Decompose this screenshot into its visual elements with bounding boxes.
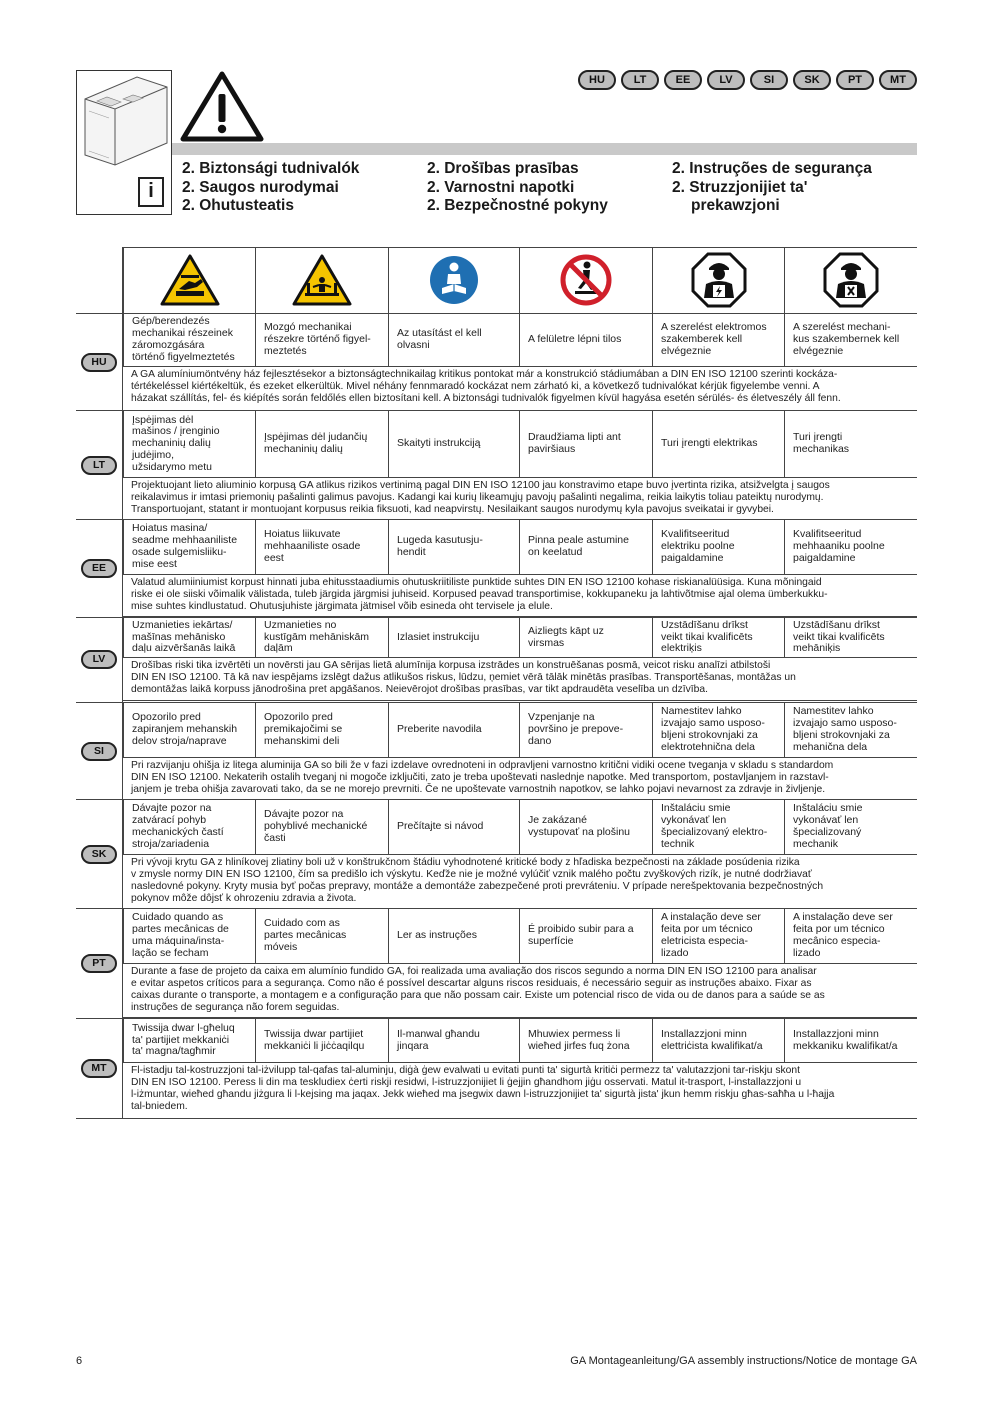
icon-description-cell: [784, 1019, 917, 1063]
icon-description-text: Kvalifitseeritud mehhaaniku poolne paigaldamine: [793, 528, 885, 564]
section-language-badge: SI: [81, 742, 117, 761]
section-language-cell: [76, 618, 122, 700]
icon-description-text: Izlasiet instrukciju: [397, 630, 480, 643]
footer-caption: GA Montageanleitung/GA assembly instructions/Notice de montage GA: [570, 1355, 917, 1367]
icon-description-cell: [123, 909, 255, 964]
icon-description-text: Installazzjoni minn elettriċista kwalifikat/a: [661, 1027, 763, 1052]
icon-description-cell: [784, 411, 917, 478]
safety-paragraph: A GA alumíniumöntvény ház fejlesztésekor a biztonságtechnikailag kritikus pontokat már a konstrukció stádiumában a DIN EN ISO 12100 szerinti kockáza- tértékeléssel kiértékeltük, és ezeket elkerültük. Mivel néhány fennmaradó kockázat nem zárható ki, a következő tudnivalókat kérjük figyelembe venni. A házakat szállítás, fel- és kiépítés során feldőlés ellen biztosítani kell. A biztonsági tudnivalók figyelmen kívül hagyása esetén sérülés- és életveszély áll fenn.: [123, 367, 917, 411]
section-language-cell: [76, 1019, 122, 1118]
icon-description-cell: [652, 800, 784, 855]
icon-description-cell: [388, 1019, 519, 1063]
icon-description-cell: [652, 411, 784, 478]
electrician-icon: [691, 252, 747, 308]
badge-lv: LV: [707, 70, 745, 90]
safety-icons-row: [123, 247, 917, 313]
icon-cell: [388, 247, 519, 313]
language-badges: [578, 70, 917, 90]
icon-description-cell: [388, 800, 519, 855]
section-language-badge: LT: [81, 456, 117, 475]
section-mt: [76, 1018, 917, 1118]
icon-description-cell: [784, 618, 917, 658]
icon-description-row: [123, 411, 917, 478]
icon-description-row: [123, 800, 917, 855]
icon-description-cell: [784, 800, 917, 855]
section-title: 2. Instruções de segurança: [672, 160, 872, 177]
safety-paragraph: Projektuojant lieto aliuminio korpusą GA atlikus rizikos vertinimą pagal DIN EN ISO 12100 jau konstravimo etape buvo įvertinta rizika, atsižvelgta į saugos reikalavimus ir imtasi priemonių pašalinti galimus pavojus. Kadangi kai kurių likeamųjų pavojų pašalinti negalima, reikia laikytis toliau pateiktų nurodymų. Transportuojant, statant ir montuojant korpusus reikia fiksuoti, kad neapvirstų. Nesilaikant saugos nurodymų kyla pavojus sveikatai ir gyvybei.: [123, 478, 917, 520]
icon-description-cell: [123, 800, 255, 855]
safety-paragraph: Durante a fase de projeto da caixa em alumínio fundido GA, foi realizada uma avaliação dos riscos segundo a norma DIN EN ISO 12100 para analisar e evitar aspetos críticos para a segurança. Como não é possível descartar alguns riscos residuais, é necessário seguir as instruções abaixo. Fixar as caixas durante o transporte, a montagem e a configuração para que não possam cair. Existe um potencial risco de vida ou de danos para a saúde se as instruções de segurança não forem seguidas.: [123, 964, 917, 1018]
icon-description-cell: [388, 314, 519, 367]
icon-description-text: Cuidado quando as partes mecânicas de uma máquina/insta- lação se fecham: [132, 911, 229, 959]
header-divider-bar: [172, 143, 917, 155]
info-icon: i: [138, 177, 164, 207]
title-column-2: [427, 160, 608, 216]
icon-cell: [784, 247, 917, 313]
icon-description-text: Namestitev lahko izvajajo samo usposo- bljeni strokovnjaki za elektrotehnična dela: [661, 705, 765, 753]
section-si: [76, 702, 917, 799]
icon-description-text: A felületre lépni tilos: [528, 333, 622, 346]
moving-parts-warning-icon: [291, 253, 353, 307]
badge-sk: SK: [793, 70, 831, 90]
icon-description-text: Aizliegts kāpt uz virsmas: [528, 624, 604, 649]
icon-description-cell: [255, 909, 388, 964]
icon-description-cell: [784, 314, 917, 367]
icon-description-row: [123, 618, 917, 658]
icon-description-cell: [652, 1019, 784, 1063]
section-hu: [76, 313, 917, 410]
section-sk: [76, 799, 917, 908]
icon-description-text: Mozgó mechanikai részekre történő figyel- meztetés: [264, 321, 371, 357]
icon-description-text: Lugeda kasutusju- hendit: [397, 534, 483, 558]
icon-description-text: Twissija dwar l-għeluq ta' partijiet mekkaniċi ta' magna/tagħmir: [132, 1021, 235, 1058]
icon-description-cell: [519, 618, 652, 658]
section-pt: [76, 908, 917, 1017]
icon-description-text: Preberite navodila: [397, 723, 482, 736]
icon-description-cell: [255, 520, 388, 575]
badge-lt: LT: [621, 70, 659, 90]
icon-description-cell: [123, 314, 255, 367]
icon-description-row: [123, 703, 917, 758]
icon-description-row: [123, 314, 917, 367]
section-title: prekawzjoni: [691, 197, 780, 214]
icon-description-cell: [652, 520, 784, 575]
section-language-badge: MT: [81, 1059, 117, 1078]
section-language-badge: EE: [81, 559, 117, 578]
icon-description-text: Turi įrengti elektrikas: [661, 437, 758, 450]
icon-description-text: Hoiatus liikuvate mehhaaniliste osade eest: [264, 528, 361, 564]
icon-cell: [652, 247, 784, 313]
icon-description-text: Uzmanieties no kustīgām mehāniskām daļām: [264, 618, 370, 655]
icon-description-cell: [519, 411, 652, 478]
icon-description-cell: [123, 703, 255, 758]
safety-paragraph: Valatud alumiiniumist korpust hinnati juba ehitusstaadiumis ohutuskriitiliste punktide suhtes DIN EN ISO 12100 kohase riskianalüüsiga. Kuna mõningaid riske ei ole siiski võimalik välistada, tuleb järgida järgmisi juhiseid. Korpused peavad transportimise, kokkupaneku ja lahtivõtmise ajal olema ümberkukku- mise suhtes kindlustatud. Ohutusjuhiste järgimata jätmisel võib esineda oht tervisele ja elule.: [123, 575, 917, 617]
product-illustration-panel: [76, 70, 172, 215]
section-language-cell: [76, 520, 122, 616]
safety-paragraph: Pri razvijanju ohišja iz litega aluminija GA so bili že v fazi izdelave ovrednoteni in odpravljeni varnostno kritični vidiki ocene tveganja v skladu s standardom DIN EN ISO 12100. Nekaterih ostalih tveganj ni mogoče izključiti, zato je treba upoštevati naslednje napotke. Med transportom, postavljanjem in razstavl- janjem je treba ohišja zavarovati tako, da se ne morejo prevrniti. Če ne upoštevate varnostnih napotkov, se lahko pojavi nevarnost za zdravje in življenje.: [123, 758, 917, 800]
icon-description-cell: [255, 314, 388, 367]
icon-description-text: Mhuwiex permess li wieħed jirfes fuq żona: [528, 1027, 630, 1052]
icon-description-text: Uzmanieties iekārtas/ mašīnas mehānisko daļu aizvēršanās laikā: [132, 618, 236, 655]
icon-description-text: Uzstādīšanu drīkst veikt tikai kvalificēts mehāniķis: [793, 618, 885, 655]
icon-description-text: Inštaláciu smie vykonávať len špecializovaný mechanik: [793, 802, 863, 850]
section-language-badge: LV: [81, 650, 117, 669]
icon-description-text: Dávajte pozor na zatvárací pohyb mechanických častí stroja/zariadenia: [132, 802, 224, 850]
icon-cell: [519, 247, 652, 313]
icon-description-text: Įspėjimas dėl judančių mechaninių dalių: [264, 431, 368, 455]
section-lt: [76, 410, 917, 519]
icon-description-text: Gép/berendezés mechanikai részeinek záromozgására történő figyelmeztetés: [132, 315, 235, 363]
icon-description-text: Vzpenjanje na površino je prepove- dano: [528, 711, 624, 747]
icon-description-row: [123, 1019, 917, 1063]
icon-description-cell: [255, 1019, 388, 1063]
section-language-cell: [76, 411, 122, 519]
icon-description-cell: [123, 1019, 255, 1063]
mechanic-icon: [823, 252, 879, 308]
section-title: 2. Ohutusteatis: [182, 197, 294, 214]
icon-cell: [255, 247, 388, 313]
title-column-1: [182, 160, 359, 216]
icon-description-text: É proibido subir para a superfície: [528, 923, 634, 947]
section-title: 2. Biztonsági tudnivalók: [182, 160, 360, 177]
icon-description-text: Turi įrengti mechanikas: [793, 431, 850, 455]
section-title: 2. Varnostni napotki: [427, 178, 575, 196]
general-warning-icon: [180, 70, 264, 142]
icon-description-cell: [388, 618, 519, 658]
hand-crush-warning-icon: [159, 253, 221, 307]
table-top-rule: [122, 247, 917, 248]
read-instructions-icon: [428, 254, 480, 306]
icon-description-text: A szerelést mechani- kus szakembernek kell elvégeznie: [793, 321, 900, 357]
icon-description-text: Ler as instruções: [397, 929, 477, 942]
icon-description-text: Cuidado com as partes mecânicas móveis: [264, 917, 347, 953]
icon-description-cell: [123, 520, 255, 575]
icon-description-cell: [519, 520, 652, 575]
icon-description-text: Pinna peale astumine on keelatud: [528, 534, 629, 558]
icon-description-cell: [784, 703, 917, 758]
icon-description-cell: [519, 703, 652, 758]
safety-paragraph: Fl-istadju tal-kostruzzjoni tal-iżvilupp tal-qafas tal-aluminju, diġà ġew evalwati u evitati punti ta' sigurtà kritiċi permezz ta' valutazzjoni tar-riskju skont DIN EN ISO 12100. Peress li din ma teskludiex ċerti riskji residwi, l-istruzzjonijiet li ġejjin għandhom jiġu osservati. Matul it-trasport, l-installazzjoni u l-iżmuntar, wieħed għandu jiżgura li l-kejsing ma jaqax. Jekk wieħed ma jsegwix dawn l-istruzzjonijiet ta' sigurtà jista' jkun hemm riskju għas-saħħa u l-ħajja tal-bniedem.: [123, 1063, 917, 1119]
page-number: 6: [76, 1355, 83, 1367]
icon-description-cell: [388, 520, 519, 575]
icon-description-cell: [519, 800, 652, 855]
section-language-cell: [76, 800, 122, 908]
section-language-badge: PT: [81, 954, 117, 973]
icon-description-text: Kvalifitseeritud elektriku poolne paigaldamine: [661, 528, 735, 564]
section-language-cell: [76, 314, 122, 410]
icon-description-cell: [652, 703, 784, 758]
icon-description-text: Hoiatus masina/ seadme mehhaaniliste osade sulgemisliiku- mise eest: [132, 522, 238, 570]
icon-description-text: A instalação deve ser feita por um técnico eletricista especia- lizado: [661, 911, 761, 959]
icon-description-cell: [652, 618, 784, 658]
icon-description-cell: [388, 703, 519, 758]
title-column-3: [672, 160, 872, 216]
section-title: 2. Struzzjonijiet ta': [672, 178, 808, 196]
icon-description-row: [123, 520, 917, 575]
icon-description-text: Įspėjimas dėl mašinos / įrenginio mechaninių dalių judėjimo, užsidarymo metu: [132, 413, 220, 473]
icon-description-row: [123, 909, 917, 964]
icon-description-cell: [255, 800, 388, 855]
icon-description-text: Opozorilo pred premikajočimi se mehanskimi deli: [264, 711, 343, 747]
badge-hu: HU: [578, 70, 616, 90]
section-title: 2. Saugos nurodymai: [182, 178, 339, 196]
icon-description-text: Il-manwal għandu jinqara: [397, 1027, 480, 1052]
icon-description-cell: [123, 411, 255, 478]
section-title: 2. Drošības prasības: [427, 160, 579, 177]
icon-description-text: Uzstādīšanu drīkst veikt tikai kvalificēts elektriķis: [661, 618, 753, 655]
icon-description-text: Je zakázané vystupovať na plošinu: [528, 814, 631, 838]
icon-description-cell: [784, 520, 917, 575]
icon-description-cell: [519, 1019, 652, 1063]
section-language-cell: [76, 909, 122, 1017]
safety-paragraph: Pri vývoji krytu GA z hliníkovej zliatiny boli už v konštrukčnom štádiu vyhodnotené kritické body z hľadiska bezpečnosti na základe posúdenia rizika v zmysle normy DIN EN ISO 12100, čím sa predišlo ich výskytu. Keďže nie je možné vylúčiť vznik malého počtu zvyškových rizík, je nutné dodržiavať nasledovné pokyny. Kryty musia byť počas prepravy, montáže a demontáže zabezpečené proti prevráteniu. V prípade nerešpektovania bezpečnostných pokynov môže dôjsť k ohrozeniu zdravia a života.: [123, 855, 917, 909]
icon-description-text: Twissija dwar partijiet mekkaniċi li jiċċaqilqu: [264, 1027, 365, 1052]
icon-description-cell: [519, 314, 652, 367]
section-lv: [76, 617, 917, 700]
icon-description-cell: [255, 411, 388, 478]
icon-description-text: Opozorilo pred zapiranjem mehanskih delov stroja/naprave: [132, 711, 238, 747]
icon-description-text: Inštaláciu smie vykonávať len špecializovaný elektro- technik: [661, 802, 768, 850]
icon-description-text: A szerelést elektromos szakemberek kell elvégeznie: [661, 321, 767, 357]
icon-description-cell: [519, 909, 652, 964]
icon-cell: [123, 247, 255, 313]
icon-description-cell: [652, 314, 784, 367]
section-ee: [76, 519, 917, 616]
icon-description-text: A instalação deve ser feita por um técnico mecânico especia- lizado: [793, 911, 893, 959]
badge-mt: MT: [879, 70, 917, 90]
icon-description-cell: [388, 411, 519, 478]
icon-description-text: Skaityti instrukciją: [397, 437, 481, 450]
icon-description-cell: [123, 618, 255, 658]
badge-ee: EE: [664, 70, 702, 90]
icon-description-text: Draudžiama lipti ant paviršiaus: [528, 431, 621, 455]
badge-si: SI: [750, 70, 788, 90]
icon-description-text: Dávajte pozor na pohyblivé mechanické časti: [264, 808, 368, 844]
section-title: 2. Bezpečnostné pokyny: [427, 197, 608, 214]
icon-description-text: Az utasítást el kell olvasni: [397, 327, 482, 351]
no-stepping-icon: [559, 253, 613, 307]
section-language-cell: [76, 703, 122, 799]
icon-description-cell: [784, 909, 917, 964]
table-bottom-rule: [76, 1118, 917, 1119]
icon-description-cell: [388, 909, 519, 964]
icon-description-cell: [255, 703, 388, 758]
icon-description-cell: [652, 909, 784, 964]
icon-description-text: Namestitev lahko izvajajo samo usposo- bljeni strokovnjaki za mehanična dela: [793, 705, 897, 753]
safety-paragraph: Drošības riski tika izvērtēti un novērsti jau GA sērijas lietā alumīnija korpusa izstrādes un konstruēšanas posmā, veicot risku analīzi atbilstoši DIN EN ISO 12100. Tā kā nav iespējams izslēgt dažus atlikušos riskus, lūdzu, ņemiet vērā tālāk minētās prasības. Transportēšanas, montāžas un demontāžas laikā korpuss jānodrošina pret apgāšanos. Neievērojot drošības prasības, var tikt apdraudēta veselība un dzīvība.: [123, 658, 917, 701]
section-language-badge: HU: [81, 353, 117, 372]
badge-pt: PT: [836, 70, 874, 90]
icon-description-cell: [255, 618, 388, 658]
icon-description-text: Installazzjoni minn mekkaniku kwalifikat/a: [793, 1027, 898, 1052]
section-language-badge: SK: [81, 845, 117, 864]
icon-description-text: Prečítajte si návod: [397, 820, 484, 833]
